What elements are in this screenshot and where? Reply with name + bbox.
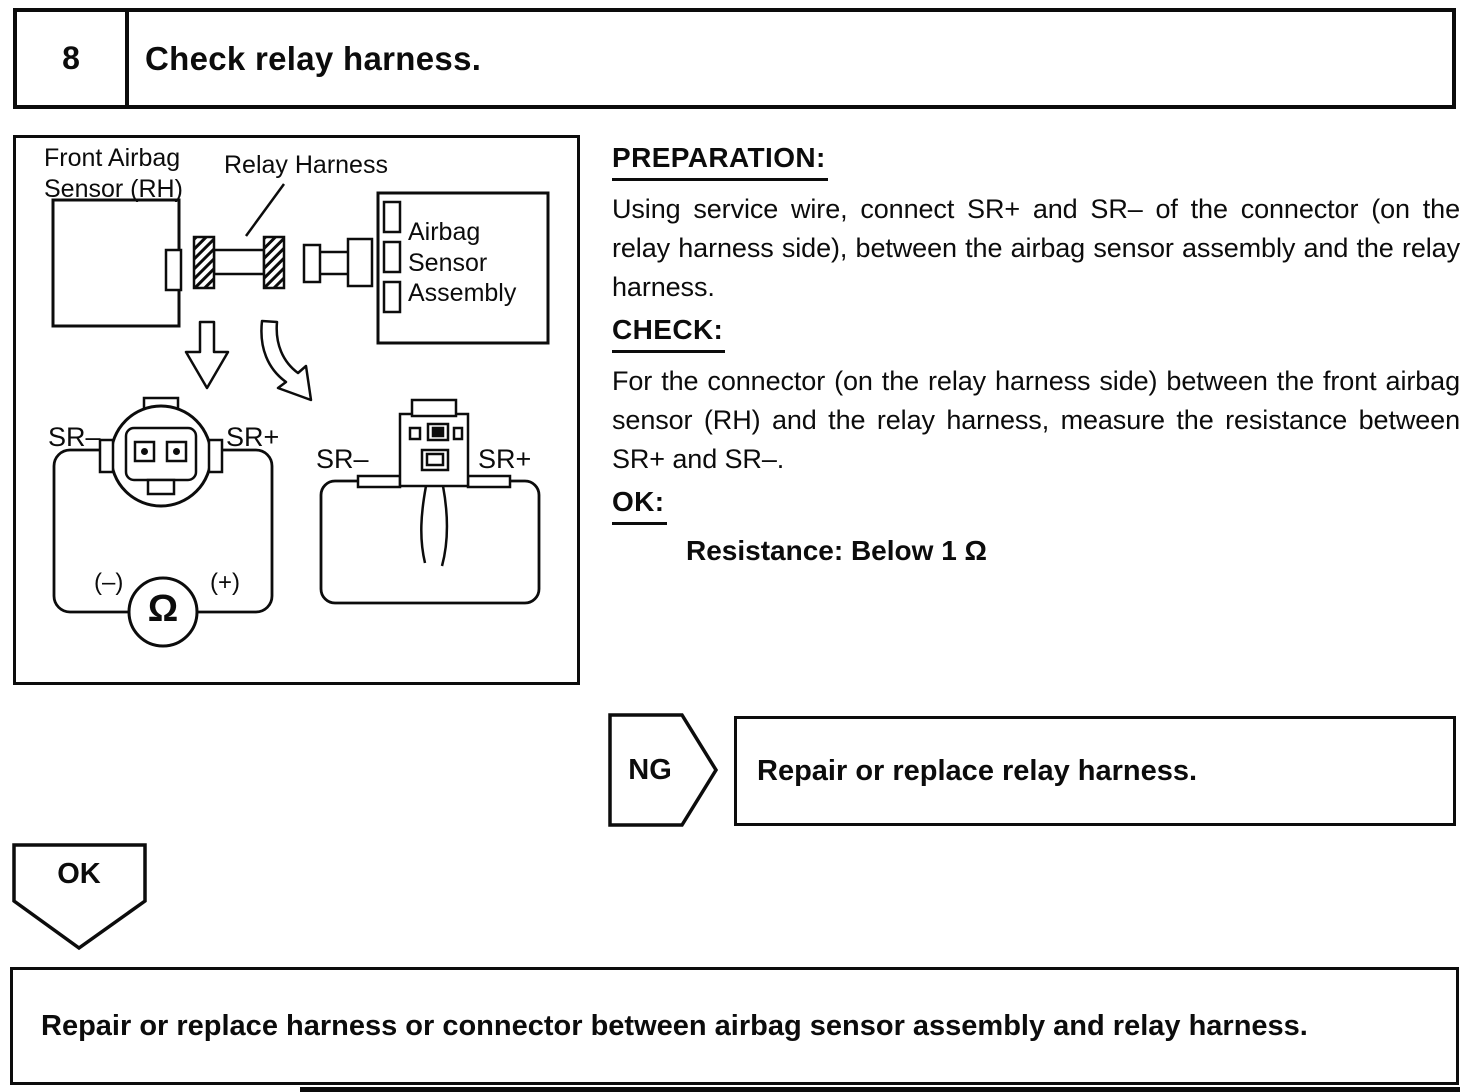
- ohm-symbol: Ω: [147, 588, 179, 630]
- relay-connector-b: [264, 237, 284, 288]
- front-sensor-label: Front Airbag Sensor (RH): [44, 144, 183, 203]
- diagram-panel: [13, 135, 580, 685]
- relay-harness-label: Relay Harness: [224, 151, 388, 179]
- right-circuit-loop: [321, 481, 539, 603]
- meter-minus-label: (–): [94, 569, 124, 596]
- down-arrow-icon: [186, 322, 228, 388]
- curved-arrow-icon: [261, 321, 311, 400]
- right-sr-plus-label: SR+: [478, 444, 532, 474]
- ok-label: OK: [57, 857, 101, 890]
- step-number: 8: [17, 12, 129, 105]
- ng-action-box: [734, 716, 1456, 826]
- relay-connector-a: [194, 237, 214, 288]
- check-text: For the connector (on the relay harness side) between the front airbag sensor (RH) and the relay harness, measure the resistance between SR+ and SR–.: [612, 366, 1460, 474]
- front-sensor-box: [53, 200, 179, 326]
- meter-plus-label: (+): [210, 569, 240, 596]
- final-action-box: [10, 967, 1459, 1085]
- check-heading: CHECK:: [612, 314, 725, 353]
- step-title: Check relay harness.: [145, 39, 482, 77]
- ok-result: Resistance: Below 1 Ω: [686, 535, 987, 566]
- relay-harness-pointer: [246, 184, 284, 236]
- assembly-label: Airbag Sensor Assembly: [408, 218, 517, 307]
- preparation-heading: PREPARATION:: [612, 142, 828, 181]
- left-sr-plus-label: SR+: [226, 422, 280, 452]
- ok-heading: OK:: [612, 486, 667, 525]
- left-sr-minus-label: SR–: [48, 422, 101, 452]
- page-edge-line: [300, 1087, 1460, 1092]
- ok-flag: [12, 843, 148, 951]
- step-header: [13, 8, 1456, 109]
- ng-flag: [608, 712, 720, 828]
- right-sr-minus-label: SR–: [316, 444, 369, 474]
- final-action-text: Repair or replace harness or connector between airbag sensor assembly and relay harness.: [41, 1009, 1308, 1042]
- ng-action-text: Repair or replace relay harness.: [757, 754, 1198, 787]
- preparation-text: Using service wire, connect SR+ and SR– of the connector (on the relay harness side), between the airbag sensor assembly and the relay harness.: [612, 194, 1460, 302]
- left-connector: [100, 398, 222, 506]
- right-connector: [358, 400, 510, 566]
- instructions: [612, 136, 1460, 567]
- ng-label: NG: [628, 753, 672, 786]
